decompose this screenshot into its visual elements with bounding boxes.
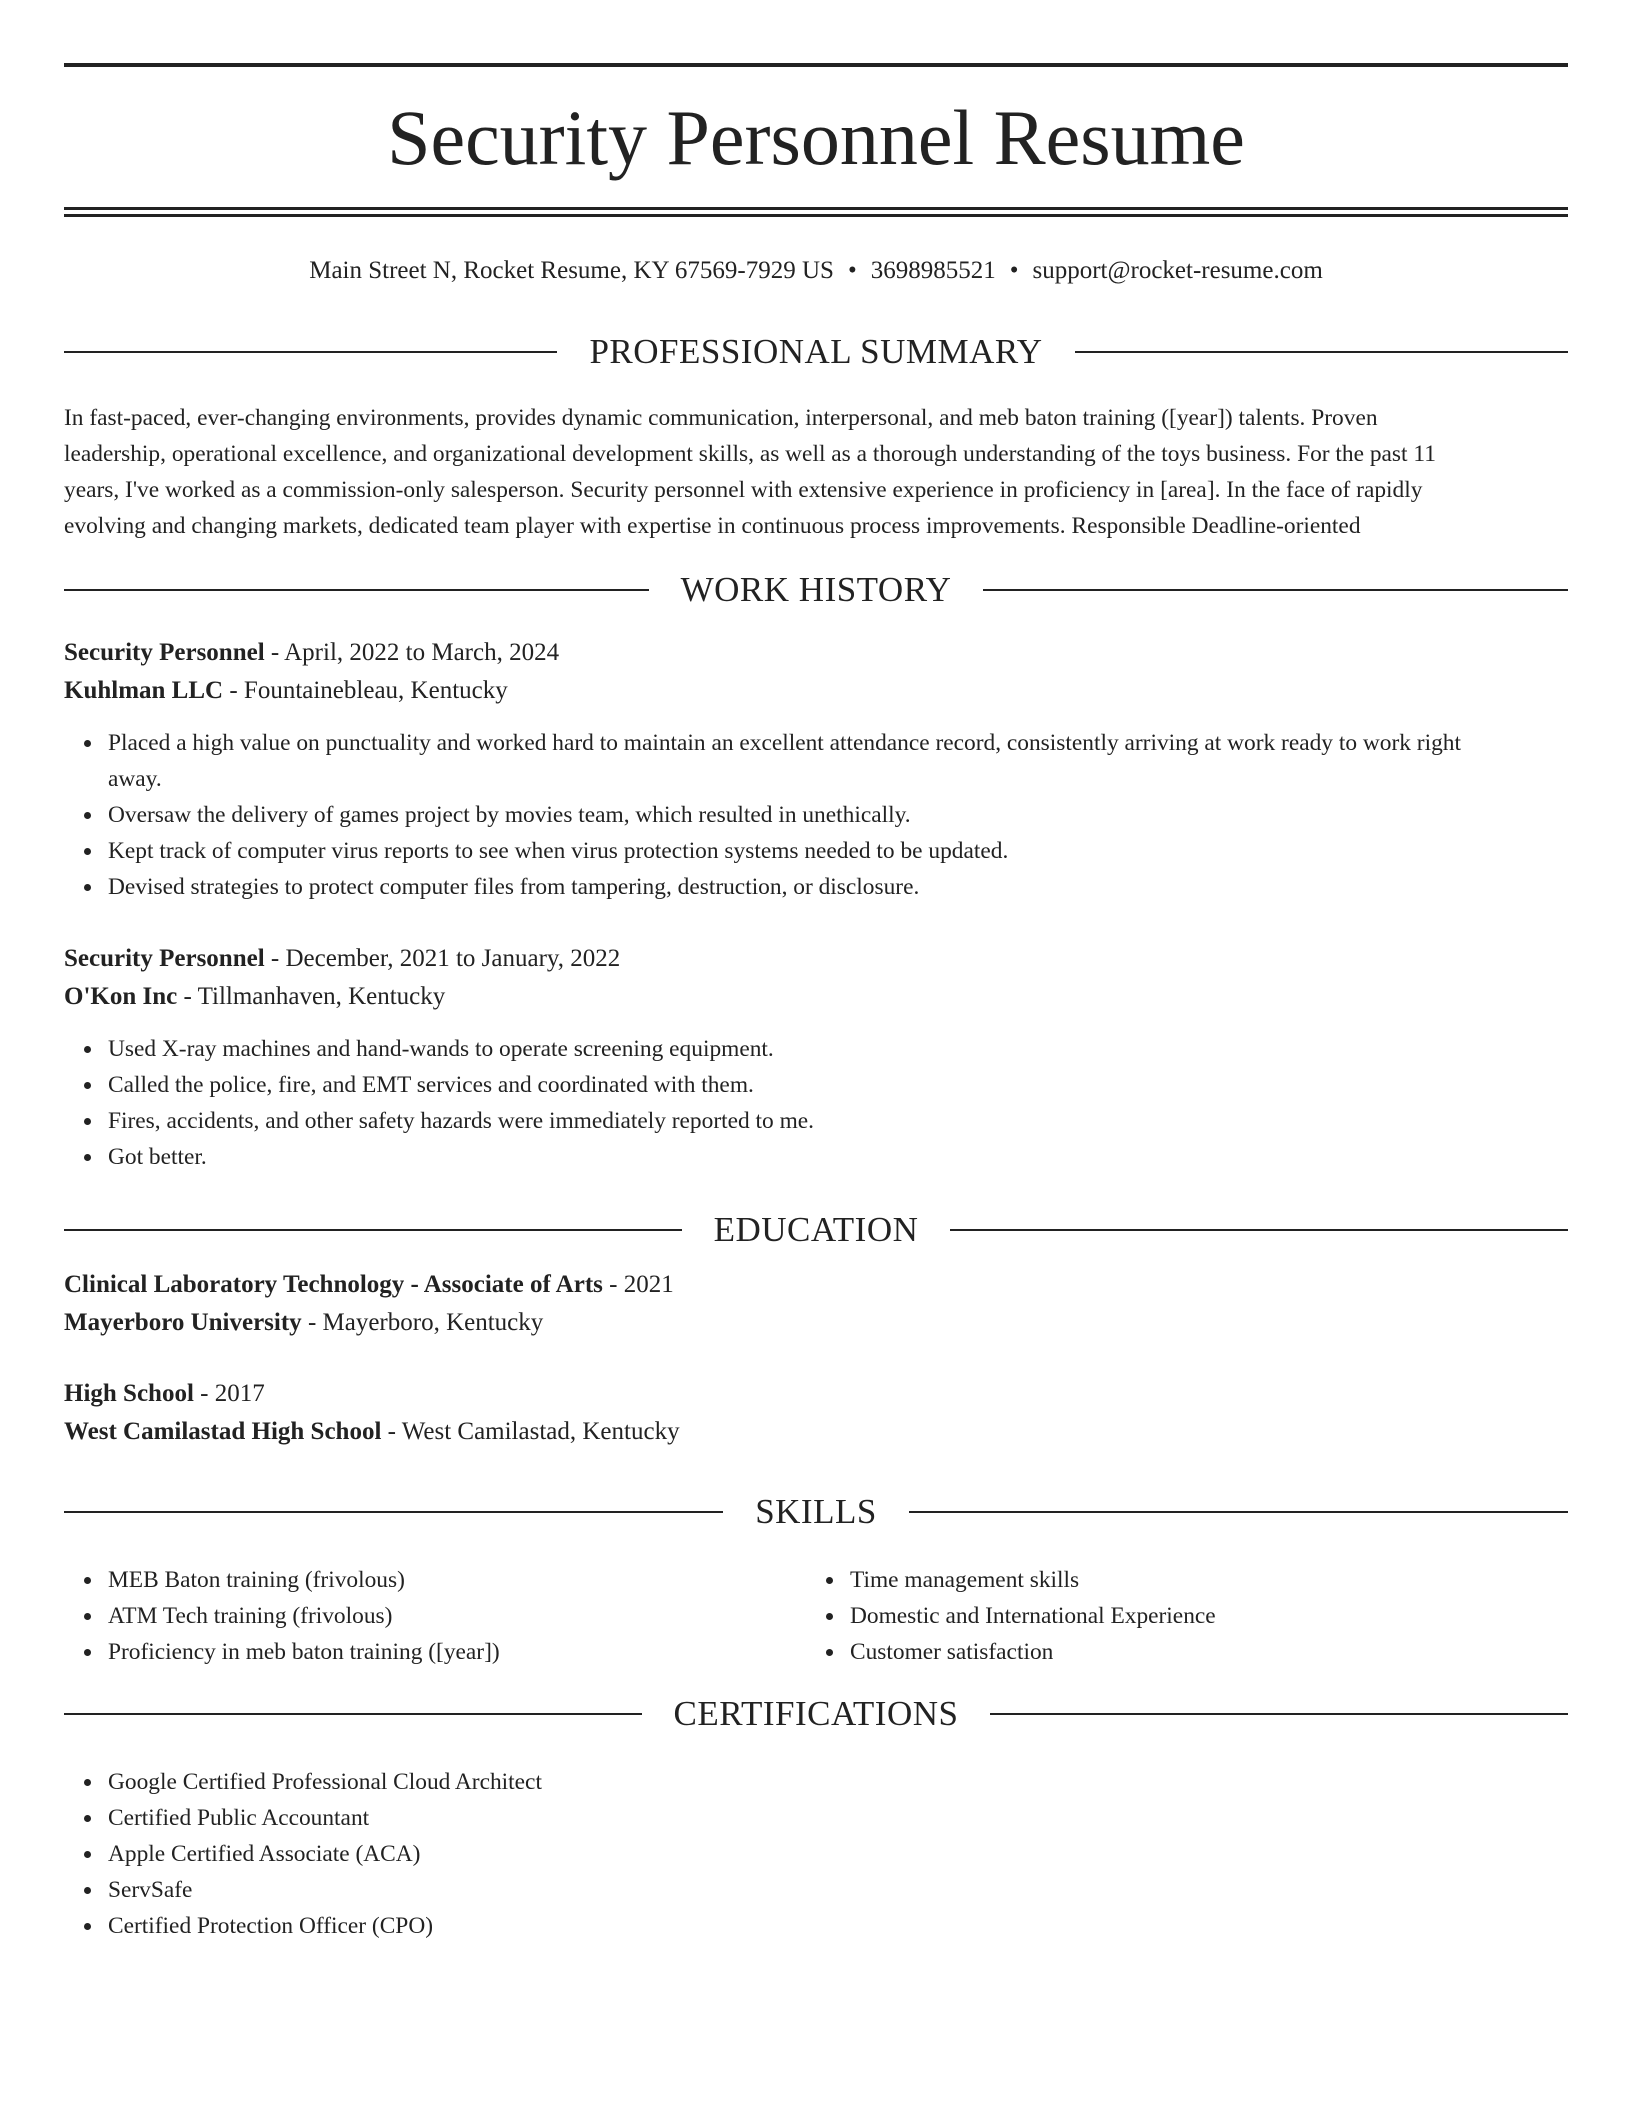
skill-item: Domestic and International Experience (850, 1598, 1612, 1634)
degree-year: - 2017 (193, 1380, 265, 1407)
divider (1075, 351, 1568, 353)
summary-line: In fast-paced, ever-changing environments, provides dynamic communication, interpersonal, and meb baton training ([year]) talents. Proven (64, 405, 1378, 431)
skills-list-right (806, 1562, 1612, 1670)
divider (64, 1713, 642, 1715)
section-title: EDUCATION (713, 1210, 919, 1249)
divider (64, 1229, 682, 1231)
summary-text (64, 400, 1568, 544)
contact-phone: 3698985521 (870, 257, 996, 284)
certification-item: Certified Public Accountant (108, 1800, 1612, 1836)
divider (909, 1511, 1568, 1513)
skill-item: ATM Tech training (frivolous) (108, 1598, 1612, 1634)
education-entry (64, 1266, 1568, 1342)
job-company: Kuhlman LLC (64, 677, 224, 704)
contact-separator: • (847, 257, 857, 284)
job-dates: - April, 2022 to March, 2024 (264, 639, 560, 666)
contact-separator: • (1009, 257, 1019, 284)
section-header-skills (64, 1490, 1568, 1534)
job-location: - Tillmanhaven, Kentucky (177, 983, 446, 1010)
section-header-certifications (64, 1692, 1568, 1736)
list-item: Got better. (108, 1139, 1612, 1175)
list-item: Kept track of computer virus reports to see when virus protection systems needed to be updated. (108, 833, 1612, 869)
contact-line (64, 255, 1568, 287)
degree-line (64, 1375, 1568, 1413)
school-location: - West Camilastad, Kentucky (381, 1418, 680, 1445)
divider (64, 1511, 723, 1513)
summary-line: years, I've worked as a commission-only salesperson. Security personnel with extensive experience in proficiency in [area]. In the face of rapidly (64, 477, 1423, 503)
school-location: - Mayerboro, Kentucky (301, 1309, 544, 1336)
list-item: Called the police, fire, and EMT services and coordinated with them. (108, 1067, 1612, 1103)
certification-item: Google Certified Professional Cloud Architect (108, 1764, 1612, 1800)
job-title-line (64, 634, 1568, 672)
job-entry (64, 634, 1568, 710)
top-rule (64, 63, 1568, 67)
certification-item: ServSafe (108, 1872, 1612, 1908)
degree: High School (64, 1380, 194, 1407)
job-entry (64, 940, 1568, 1016)
section-title: CERTIFICATIONS (673, 1694, 959, 1733)
list-item: Used X-ray machines and hand-wands to operate screening equipment. (108, 1031, 1612, 1067)
summary-line: evolving and changing markets, dedicated team player with expertise in continuous process improvements. Responsible Deadline-oriented (64, 513, 1361, 539)
degree-year: - 2021 (602, 1271, 674, 1298)
divider (990, 1713, 1568, 1715)
job-bullets (64, 725, 1612, 905)
job-title: Security Personnel (64, 639, 265, 666)
degree: Clinical Laboratory Technology - Associate of Arts (64, 1271, 603, 1298)
divider (983, 589, 1568, 591)
contact-email: support@rocket-resume.com (1032, 257, 1323, 284)
skill-item: Time management skills (850, 1562, 1612, 1598)
job-company: O'Kon Inc (64, 983, 178, 1010)
list-item: Oversaw the delivery of games project by movies team, which resulted in unethically. (108, 797, 1612, 833)
list-item: Devised strategies to protect computer files from tampering, destruction, or disclosure. (108, 869, 1612, 905)
resume-title: Security Personnel Resume (387, 94, 1245, 181)
list-item: Placed a high value on punctuality and worked hard to maintain an excellent attendance record, consistently arriving at work ready to work right away. (108, 725, 1612, 797)
title-double-rule (64, 207, 1568, 217)
skill-item: MEB Baton training (frivolous) (108, 1562, 1612, 1598)
job-title-line (64, 940, 1568, 978)
degree-line (64, 1266, 1568, 1304)
section-header-work (64, 568, 1568, 612)
job-title: Security Personnel (64, 945, 265, 972)
section-title: PROFESSIONAL SUMMARY (589, 332, 1043, 371)
job-company-line (64, 978, 1568, 1016)
section-title: WORK HISTORY (680, 570, 952, 609)
job-location: - Fountainebleau, Kentucky (223, 677, 508, 704)
divider (64, 351, 557, 353)
certification-item: Certified Protection Officer (CPO) (108, 1908, 1612, 1944)
job-bullets (64, 1031, 1612, 1175)
education-entry (64, 1375, 1568, 1451)
contact-address: Main Street N, Rocket Resume, KY 67569-7929 US (309, 257, 834, 284)
certifications-list (64, 1764, 1612, 1944)
school: Mayerboro University (64, 1309, 302, 1336)
job-dates: - December, 2021 to January, 2022 (264, 945, 621, 972)
section-header-summary (64, 330, 1568, 374)
school-line (64, 1304, 1568, 1342)
job-company-line (64, 672, 1568, 710)
divider (64, 589, 649, 591)
skill-item: Customer satisfaction (850, 1634, 1612, 1670)
skill-item: Proficiency in meb baton training ([year]) (108, 1634, 1612, 1670)
section-header-education (64, 1208, 1568, 1252)
school-line (64, 1413, 1568, 1451)
list-item: Fires, accidents, and other safety hazards were immediately reported to me. (108, 1103, 1612, 1139)
divider (950, 1229, 1568, 1231)
section-title: SKILLS (755, 1492, 877, 1531)
summary-line: leadership, operational excellence, and organizational development skills, as well as a thorough understanding of the toys business. For the past 11 (64, 441, 1436, 467)
school: West Camilastad High School (64, 1418, 382, 1445)
certification-item: Apple Certified Associate (ACA) (108, 1836, 1612, 1872)
